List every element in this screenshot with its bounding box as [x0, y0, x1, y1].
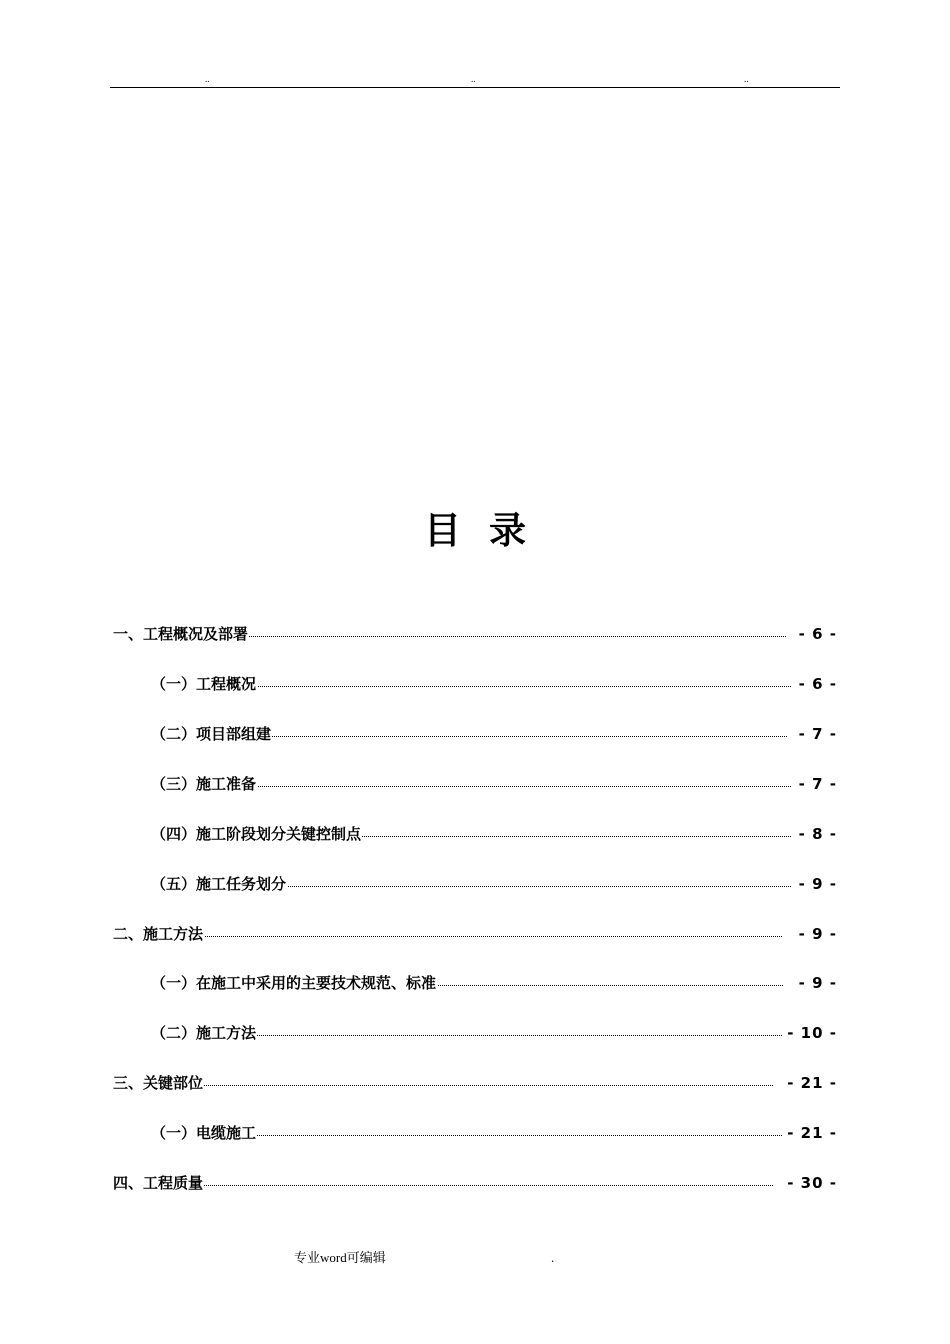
toc-entry-3[interactable] [113, 1071, 837, 1095]
leader-dots [113, 936, 782, 937]
leader-dots [113, 1085, 773, 1086]
toc-entry-label: （二）施工方法 [151, 1021, 257, 1045]
leader-dots [113, 1185, 773, 1186]
toc-entry-page: - 8 - [798, 825, 837, 843]
footer-mark: . [551, 1250, 555, 1265]
toc-entry-label: （二）项目部组建 [151, 722, 272, 746]
toc-entry-2[interactable] [113, 922, 837, 946]
toc-entry-page: - 21 - [787, 1074, 837, 1092]
toc-entry-page: - 9 - [798, 974, 837, 992]
toc-entry-3-1[interactable] [151, 1121, 837, 1145]
toc-entry-label: 三、关键部位 [113, 1071, 204, 1095]
toc-entry-2-1[interactable] [151, 971, 837, 995]
toc-entry-label: （一）电缆施工 [151, 1121, 257, 1145]
toc-entry-label: （四）施工阶段划分关键控制点 [151, 822, 362, 846]
toc-entry-page: - 6 - [798, 675, 837, 693]
toc-entry-label: （一）在施工中采用的主要技术规范、标准 [151, 971, 437, 995]
toc-entry-page: - 9 - [798, 875, 837, 893]
toc-entry-label: （三）施工准备 [151, 772, 257, 796]
toc-entry-page: - 6 - [798, 625, 837, 643]
toc-entry-page: - 10 - [787, 1024, 837, 1042]
toc-entry-1-5[interactable] [151, 872, 837, 896]
toc-entry-label: （一）工程概况 [151, 672, 257, 696]
toc-entry-2-2[interactable] [151, 1021, 837, 1045]
page-header [110, 70, 840, 88]
header-mark-left: .. [205, 74, 210, 84]
toc-entry-4[interactable] [113, 1171, 837, 1195]
toc-entry-1-2[interactable] [151, 722, 837, 746]
toc-entry-1-3[interactable] [151, 772, 837, 796]
header-mark-center: .. [471, 74, 476, 84]
toc-entry-label: 四、工程质量 [113, 1171, 204, 1195]
toc-entry-page: - 30 - [787, 1174, 837, 1192]
toc-entry-page: - 21 - [787, 1124, 837, 1142]
footer-note: 专业word可编辑 [294, 1250, 386, 1265]
toc-entry-page: - 7 - [798, 775, 837, 793]
toc-entry-label: （五）施工任务划分 [151, 872, 287, 896]
toc-entry-1[interactable] [113, 622, 837, 646]
toc-entry-page: - 9 - [798, 925, 837, 943]
toc-title: 目录 [424, 509, 554, 552]
toc-entry-1-1[interactable] [151, 672, 837, 696]
toc-entry-label: 二、施工方法 [113, 922, 204, 946]
toc-entry-1-4[interactable] [151, 822, 837, 846]
toc-entry-page: - 7 - [798, 725, 837, 743]
toc-entry-label: 一、工程概况及部署 [113, 622, 249, 646]
header-mark-right: .. [744, 74, 749, 84]
